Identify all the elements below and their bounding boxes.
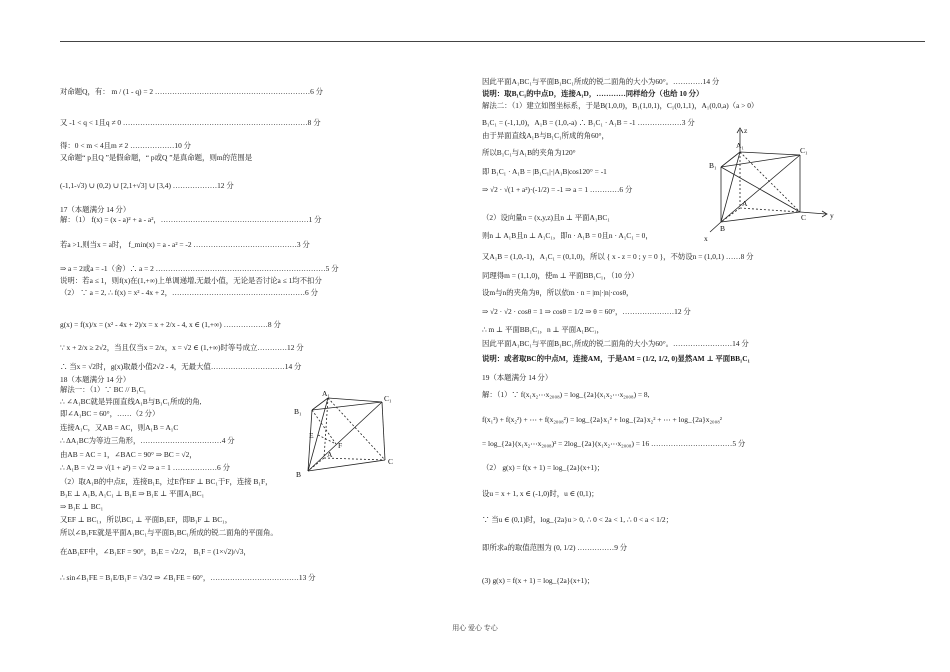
label-a1: A₁	[736, 141, 745, 150]
text-line: 所以∠B₁FE就是平面A₁BC₁与平面B₁BC₁所成的锐二面角的平面角。	[60, 528, 278, 537]
text-line: B₁E ⊥ A₁B, A₁C₁ ⊥ B₁E ⇒ B₁E ⊥ 平面A₁BC₁	[60, 489, 205, 498]
label-c1: C₁	[800, 146, 808, 155]
axis-label-z: z	[744, 126, 748, 135]
text-line: g(x) = f(x)/x = (x² - 4x + 2)/x = x + 2/x - 4, x ∈ (1,+∞) ………………8 分	[60, 320, 281, 329]
text-line: 又A₁B = (1,0,-1)，A₁C₁ = (0,1,0)，所以 { x - z = 0 ; y = 0 }，不妨设n = (1,0,1) ……8 分	[482, 252, 754, 261]
label-a: A	[742, 199, 748, 208]
label-b1: B₁	[294, 407, 302, 416]
text-line: f(x₁²) + f(x₂²) + ⋯ + f(x₂₀₀₈²) = log_{2a}x₁² + log_{2a}x₂² + ⋯ + log_{2a}x₂₀₀₈²	[482, 415, 722, 424]
text-line: 解法二：（1）建立如图坐标系，于是B(1,0,0)，B₁(1,0,1)，C₁(0,1,1)，A₁(0,0,a)（a > 0）	[482, 101, 759, 110]
text-line: 由于异面直线A₁B与B₁C₁所成的角60°，	[482, 131, 609, 140]
text-line: ∴ sin∠B₁FE = B₁E/B₁F = √3/2 ⇒ ∠B₁FE = 60°，………………………………13 分	[60, 573, 316, 582]
text-line: 又EF ⊥ BC₁，所以BC₁ ⊥ 平面B₁EF，即B₁F ⊥ BC₁，	[60, 515, 233, 524]
text-line: 连接A₁C，又AB = AC，则A₁B = A₁C	[60, 423, 179, 432]
label-c: C	[388, 457, 394, 466]
text-line: 由AB = AC = 1，∠BAC = 90° ⇒ BC = √2，	[60, 450, 197, 459]
text-line: 解：（1）∵ f(x₁x₂⋯x₂₀₀₈) = log_{2a}(x₁x₂⋯x₂₀₀₈) = 8,	[482, 390, 650, 399]
text-line: ∵ x + 2/x ≥ 2√2，当且仅当x = 2/x，x = √2 ∈ (1,+∞)时等号成立…………12 分	[60, 343, 304, 352]
text-line: 因此平面A₁BC₁与平面B₁BC₁所成的锐二面角的大小为60°。……………………14 分	[482, 339, 749, 348]
header-rule	[60, 41, 925, 42]
label-a: A	[327, 450, 333, 459]
text-line: 设m与n的夹角为θ，所以依m · n = |m|·|n|·cosθ，	[482, 288, 634, 297]
label-f: F	[338, 441, 343, 450]
text-line: 所以B₁C₁与A₁B的夹角为120°	[482, 148, 576, 157]
text-line: 即所求a的取值范围为 (0, 1/2) ……………9 分	[482, 543, 628, 552]
axis-label-x: x	[704, 234, 708, 243]
text-line: 若a >1,则当x = a时， f_min(x) = a - a² = -2 ……………………………………3 分	[60, 240, 310, 249]
text-line: （2）设向量n = (x,y,z)且n ⊥ 平面A₁BC₁	[482, 213, 610, 222]
text-line: 则n ⊥ A₁B且n ⊥ A₁C₁，即n · A₁B = 0且n · A₁C₁ = 0，	[482, 231, 653, 240]
text-line: 设u = x + 1, x ∈ (-1,0)时，u ∈ (0,1)；	[482, 489, 599, 498]
text-line: 因此平面A₁BC₁与平面B₁BC₁所成的锐二面角的大小为60°。…………14 分	[482, 77, 720, 86]
text-line: ⇒ √2 · √2 · cosθ = 1 ⇒ cosθ = 1/2 ⇒ θ = 60°，…………………12 分	[482, 307, 691, 316]
text-line: 说明：若a ≤ 1，则f(x)在(1,+∞)上单调递增,无最小值，无论是否讨论a ≤ 1均不扣分	[60, 276, 322, 285]
text-line: ∴ ΔA₁BC为等边三角形，……………………………4 分	[60, 436, 235, 445]
text-line: 得：0 < m < 4且m ≠ 2 ………………10 分	[60, 141, 192, 150]
text-line: 即 B₁C₁ · A₁B = |B₁C₁|·|A₁B|cos120° = -1	[482, 167, 607, 176]
label-b: B	[720, 224, 726, 233]
text-line: 解法一：（1）∵ BC // B₁C₁	[60, 385, 147, 394]
text-line: ∵ 当u ∈ (0,1)时，log_{2a}u > 0, ∴ 0 < 2a < 1, ∴ 0 < a < 1/2；	[482, 515, 674, 524]
text-line: 又命题“ p且Q ”是假命题，“ p或Q ”是真命题，则m的范围是	[60, 153, 253, 162]
label-c1: C₁	[384, 394, 392, 403]
text-line: (3) g(x) = f(x + 1) = log_{2a}(x+1)；	[482, 576, 595, 585]
text-line: ⇒ a = 2或a = -1（舍）∴ a = 2 ……………………………………………………………5 分	[60, 264, 339, 273]
label-a1: A₁	[322, 389, 331, 398]
label-e: E	[309, 431, 314, 440]
text-line: 对命题Q，有： m / (1 - q) = 2 ………………………………………………………6 分	[60, 87, 324, 96]
text-line: ∴ 当x = √2时，g(x)取最小值2√2 - 4，无最大值…………………………14 分	[60, 362, 302, 371]
text-line: （2）取A₁B的中点E，连接B₁E，过E作EF ⊥ BC₁于F，连接 B₁F，	[60, 477, 273, 486]
label-b1: B₁	[709, 161, 717, 170]
label-b: B	[296, 470, 302, 479]
text-line: ∴ ∠A₁BC就是异面直线A₁B与B₁C₁所成的角,	[60, 397, 202, 406]
text-line: ⇒ √2 · √(1 + a²)·(-1/2) = -1 ⇒ a = 1 …………6 分	[482, 185, 633, 194]
text-line: (-1,1-√3) ∪ (0,2) ∪ [2,1+√3] ∪ [3,4) ………………12 分	[60, 181, 234, 190]
prism-figure-left	[290, 388, 410, 480]
label-c: C	[801, 213, 807, 222]
text-line: （2） ∵ a = 2, ∴ f(x) = x² - 4x + 2，………………………………………………6 分	[60, 288, 318, 297]
prism-figure-right	[700, 124, 842, 246]
text-line: ∴ A₁B = √2 ⇒ √(1 + a²) = √2 ⇒ a = 1 ………………6 分	[60, 463, 230, 472]
axis-label-y: y	[830, 211, 834, 220]
text-line: 17（本题满分 14 分）	[60, 205, 131, 214]
text-line: 在ΔB₁EF中，∠B₁EF = 90°，B₁E = √2/2， B₁F = (1×√2)/√3，	[60, 547, 251, 556]
page-footer: 用心 爱心 专心	[452, 624, 498, 632]
text-line: 18（本题满分 14 分）	[60, 375, 131, 384]
text-line: ⇒ B₁E ⊥ BC₁	[60, 502, 104, 511]
text-line: ∴ m ⊥ 平面BB₁C₁，n ⊥ 平面A₁BC₁，	[482, 325, 604, 334]
text-line: 说明：或者取BC的中点M，连接AM，于是AM = (1/2, 1/2, 0)显然AM ⊥ 平面BB₁C₁	[482, 354, 750, 363]
text-line: B₁C₁ = (-1,1,0)，A₁B = (1,0,-a) ∴ B₁C₁ · A₁B = -1 ………………3 分	[482, 118, 695, 127]
text-line: 解：（1） f(x) = (x - a)² + a - a²，……………………………………………………1 分	[60, 215, 322, 224]
text-line: 又 -1 < q < 1且q ≠ 0 …………………………………………………………………8 分	[60, 118, 321, 127]
text-line: 说明：取B₁C₁的中点D，连接A₁D，…………同样给分（也给 10 分）	[482, 89, 704, 98]
text-line: = log_{2a}(x₁x₂⋯x₂₀₀₈)² = 2log_{2a}(x₁x₂⋯x₂₀₀₈) = 16 ……………………………5 分	[482, 439, 746, 448]
text-line: 即∠A₁BC = 60°，……（2 分）	[60, 409, 160, 418]
text-line: （2） g(x) = f(x + 1) = log_{2a}(x+1)；	[482, 463, 605, 472]
text-line: 同理得m = (1,1,0)，使m ⊥ 平面BB₁C₁，（10 分）	[482, 271, 639, 280]
text-line: 19（本题满分 14 分）	[482, 373, 553, 382]
